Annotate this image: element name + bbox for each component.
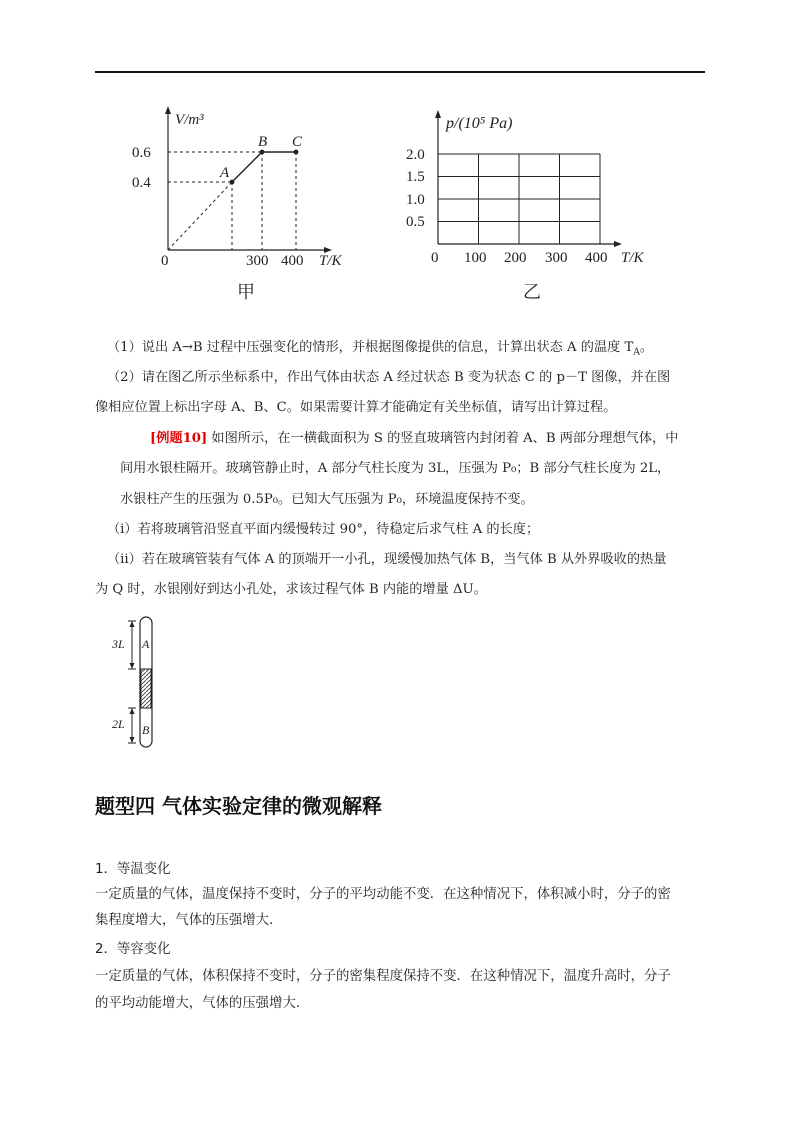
question-1: （1）说出 A→B 过程中压强变化的情形，并根据图像提供的信息，计算出状态 A 的温度 $T_A$。 — [107, 340, 653, 358]
yi-xtick-400: 400 — [585, 250, 608, 266]
item1-line2: 集程度增大，气体的压强增大． — [95, 913, 283, 928]
tube-label-3l: 3L — [112, 637, 125, 651]
example10-part-i: （i）若将玻璃管沿竖直平面内缓慢转过 90°，待稳定后求气柱 A 的长度； — [107, 522, 540, 537]
jia-point-c — [294, 150, 299, 155]
example10-tag: [例题10] — [150, 431, 208, 446]
question-2-line2: 像相应位置上标出字母 A、B、C。如果需要计算才能确定有关坐标值，请写出计算过程。 — [95, 400, 617, 415]
yi-xtick-300: 300 — [545, 250, 568, 266]
jia-xtick-300: 300 — [246, 253, 269, 269]
jia-label-c: C — [292, 134, 303, 150]
example10-line1: [例题10] 如图所示，在一横截面积为 S 的竖直玻璃管内封闭着 A、B 两部分理想气体，中 — [150, 431, 679, 446]
yi-xtick-0: 0 — [431, 250, 439, 266]
yi-x-label: T/K — [621, 250, 644, 266]
jia-y-label: V/m³ — [175, 112, 204, 128]
jia-dash-origin-line — [168, 182, 232, 250]
jia-point-a — [230, 180, 235, 185]
jia-caption: 甲 — [237, 282, 255, 302]
jia-ytick-04: 0.4 — [132, 175, 151, 191]
yi-ytick-05: 0.5 — [406, 214, 425, 230]
item2-heading: 2．等容变化 — [95, 942, 171, 957]
mercury-column — [141, 669, 151, 708]
jia-ytick-06: 0.6 — [132, 145, 151, 161]
jia-line-ab — [232, 152, 262, 182]
jia-label-a: A — [220, 165, 230, 181]
yi-ytick-10: 1.0 — [406, 192, 425, 208]
jia-xtick-400: 400 — [281, 253, 304, 269]
jia-xtick-0: 0 — [161, 253, 169, 269]
example10-part-ii-line1: （ii）若在玻璃管装有气体 A 的顶端开一小孔，现缓慢加热气体 B，当气体 B 从外界吸收的热量 — [107, 552, 667, 567]
example10-line3: 水银柱产生的压强为 0.5P₀。已知大气压强为 P₀，环境温度保持不变。 — [120, 492, 534, 507]
example10-part-ii-line2: 为 Q 时，水银刚好到达小孔处，求该过程气体 B 内能的增量 ΔU。 — [95, 582, 487, 597]
tube-label-b: B — [142, 723, 150, 737]
item1-heading: 1．等温变化 — [95, 862, 171, 877]
tube-label-a: A — [142, 637, 150, 651]
example10-line2: 间用水银柱隔开。玻璃管静止时，A 部分气柱长度为 3L，压强为 P₀；B 部分气柱长度为 2L， — [120, 461, 671, 476]
yi-xtick-100: 100 — [464, 250, 487, 266]
item1-line1: 一定质量的气体，温度保持不变时，分子的平均动能不变．在这种情况下，体积减小时，分子的密 — [95, 887, 671, 902]
yi-ytick-15: 1.5 — [406, 169, 425, 185]
figure-jia-vt-graph — [120, 100, 370, 305]
yi-xtick-200: 200 — [504, 250, 527, 266]
yi-grid — [438, 154, 600, 244]
item2-line1: 一定质量的气体，体积保持不变时，分子的密集程度保持不变．在这种情况下，温度升高时，分子 — [95, 969, 671, 984]
figure-yi-pt-grid — [400, 100, 665, 305]
tube-figure — [110, 612, 170, 752]
jia-point-b — [260, 150, 265, 155]
yi-ytick-20: 2.0 — [406, 147, 425, 163]
top-rule — [95, 71, 705, 73]
yi-caption: 乙 — [523, 282, 541, 302]
yi-y-label: p/(10⁵ Pa) — [446, 115, 513, 132]
item2-line2: 的平均动能增大，气体的压强增大． — [95, 996, 310, 1011]
tube-label-2l: 2L — [112, 717, 125, 731]
jia-label-b: B — [258, 134, 268, 150]
jia-x-label: T/K — [319, 253, 342, 269]
question-2-line1: （2）请在图乙所示坐标系中，作出气体由状态 A 经过状态 B 变为状态 C 的 p－T 图像，并在图 — [107, 370, 671, 385]
section-title: 题型四 气体实验定律的微观解释 — [95, 794, 382, 818]
